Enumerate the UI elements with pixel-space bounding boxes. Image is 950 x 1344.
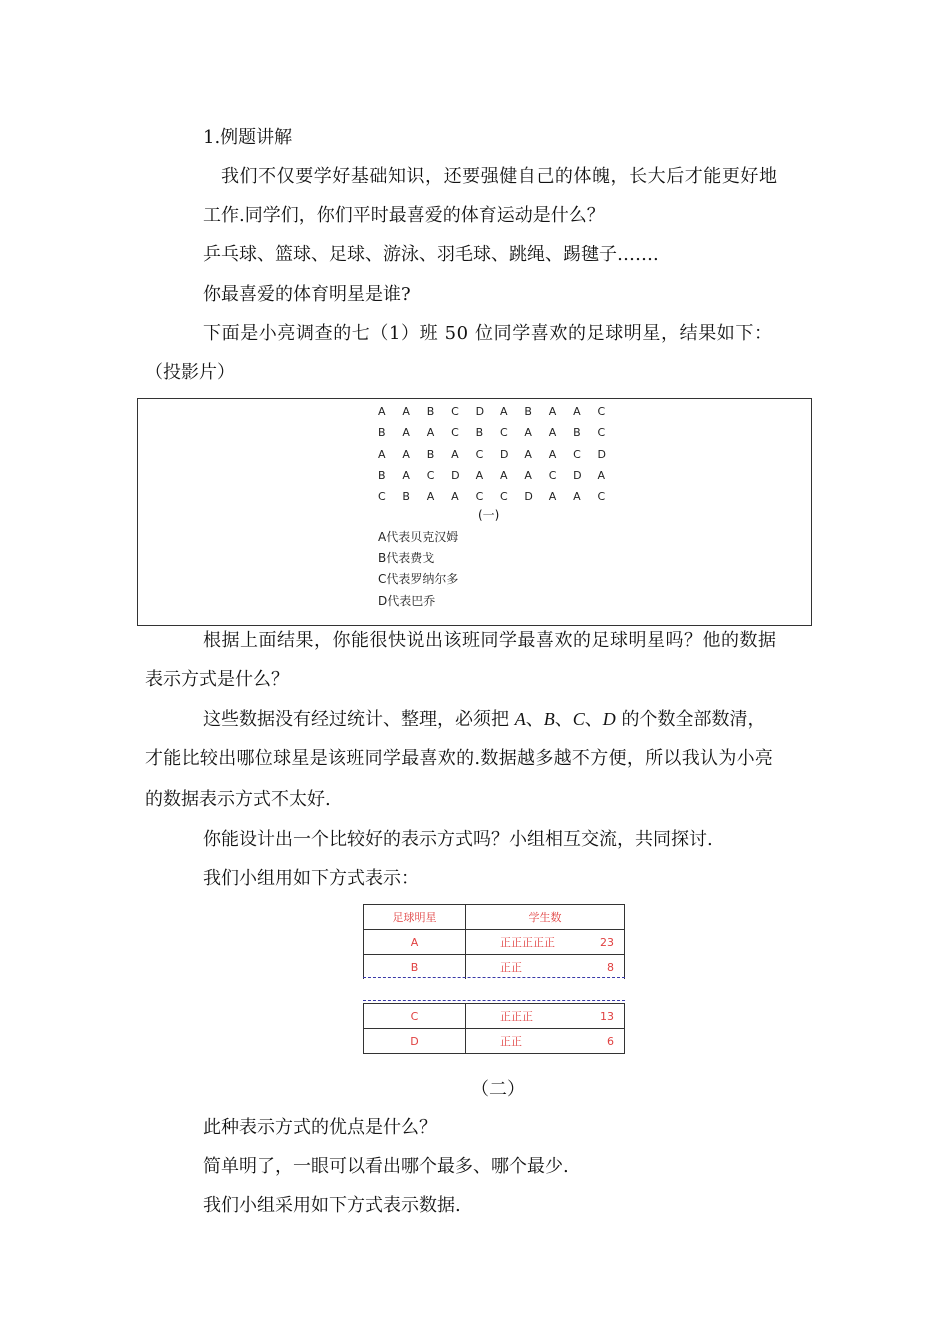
paragraph-intro-line1: 我们不仅要学好基础知识，还要强健自己的体魄，长大后才能更好地 [221, 166, 778, 187]
data-row: B A C D A A A C D A [378, 469, 606, 482]
table-row: A 正正正正正 23 [364, 930, 625, 955]
paragraph-intro-line2: 工作.同学们，你们平时最喜爱的体育运动是什么？ [203, 205, 605, 226]
question2-line1: 根据上面结果，你能很快说出该班同学最喜欢的足球明星吗？他的数据 [203, 630, 777, 651]
answer4: 简单明了，一眼可以看出哪个最多、哪个最少. [203, 1156, 569, 1177]
answer2-line1: 这些数据没有经过统计、整理，必须把 A、B、C、D 的个数全部数清， [203, 709, 766, 730]
data-row: C B A A C C D A A C [378, 490, 606, 503]
data-row: B A A C B C A A B C [378, 426, 606, 439]
table-row: B 正正 8 [364, 955, 625, 980]
legend-item: D代表巴乔 [378, 594, 436, 608]
figure-raw-data [137, 398, 812, 626]
section-heading: 1.例题讲解 [203, 127, 293, 148]
cut-line [363, 977, 625, 978]
tally-table-lower [363, 1003, 625, 1054]
cut-line [363, 1000, 625, 1001]
table-header-row [364, 905, 625, 930]
data-row: A A B A C D A A C D [378, 448, 606, 461]
survey-line2: （投影片） [145, 362, 235, 383]
sports-list: 乒乓球、篮球、足球、游泳、羽毛球、跳绳、踢毽子……. [203, 244, 659, 265]
question3: 你能设计出一个比较好的表示方式吗？小组相互交流，共同探讨. [203, 829, 713, 850]
figure1-caption: (一) [478, 508, 500, 522]
closing-line: 我们小组采用如下方式表示数据. [203, 1195, 461, 1216]
table-row: D 正正 6 [364, 1029, 625, 1054]
legend-item: A代表贝克汉姆 [378, 530, 459, 544]
survey-line1: 下面是小亮调查的七（1）班 50 位同学喜欢的足球明星，结果如下： [203, 323, 773, 344]
question2-line2: 表示方式是什么？ [145, 669, 289, 690]
data-row: A A B C D A B A A C [378, 405, 606, 418]
header-count: 学生数 [466, 905, 625, 930]
header-star: 足球明星 [364, 905, 466, 930]
legend-item: C代表罗纳尔多 [378, 572, 459, 586]
answer2-line2: 才能比较出哪位球星是该班同学最喜欢的.数据越多越不方便，所以我认为小亮 [145, 748, 774, 769]
figure2-caption: （二） [471, 1079, 525, 1100]
legend-item: B代表费戈 [378, 551, 435, 565]
question4: 此种表示方式的优点是什么？ [203, 1117, 437, 1138]
answer2-line3: 的数据表示方式不太好. [145, 789, 331, 810]
table-row: C 正正正 13 [364, 1004, 625, 1029]
answer3: 我们小组用如下方式表示： [203, 868, 419, 889]
question-star: 你最喜爱的体育明星是谁? [203, 284, 411, 305]
tally-table-upper [363, 904, 625, 979]
